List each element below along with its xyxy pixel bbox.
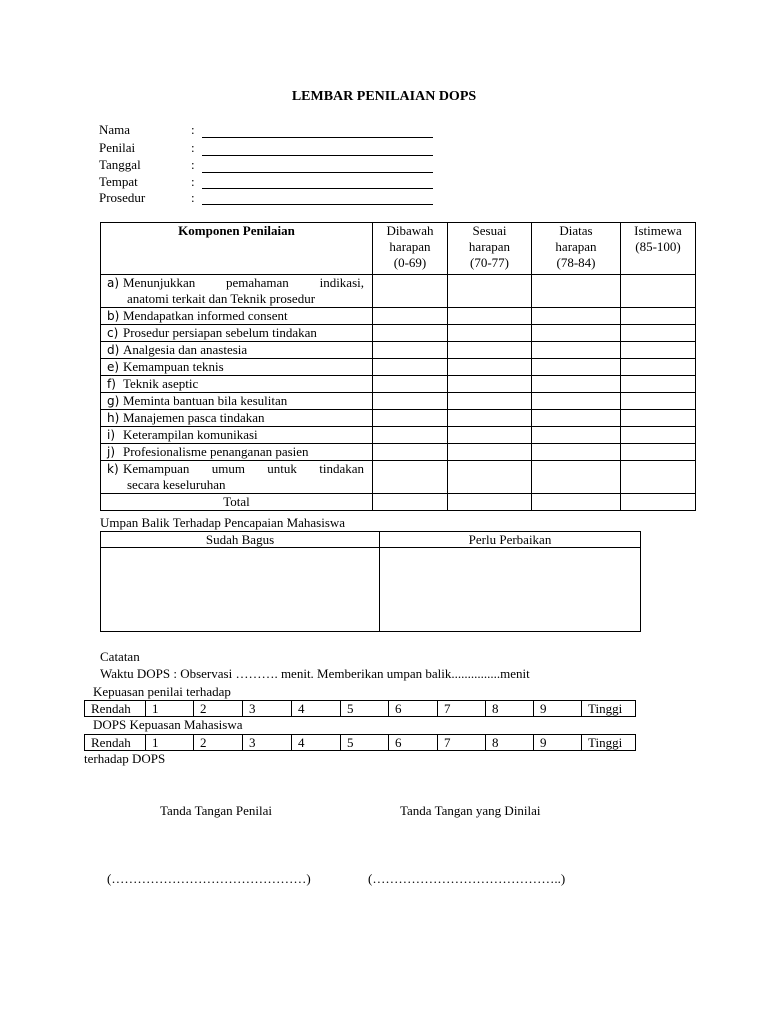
row-letter: g) xyxy=(107,394,120,408)
field-label-tempat: Tempat xyxy=(99,174,138,189)
header-line: Diatas xyxy=(559,223,593,238)
header-line: Sesuai xyxy=(472,223,507,238)
tempat-line[interactable] xyxy=(202,174,433,189)
scale-option-8[interactable]: 8 xyxy=(486,735,534,751)
total-row xyxy=(101,494,696,511)
notes-label: Catatan xyxy=(100,649,140,664)
score-cell[interactable] xyxy=(621,427,696,444)
table-row xyxy=(101,393,696,410)
score-cell[interactable] xyxy=(448,308,532,325)
assessee-signature-label: Tanda Tangan yang Dinilai xyxy=(400,803,541,818)
header-line: (85-100) xyxy=(635,239,681,254)
score-cell[interactable] xyxy=(621,444,696,461)
scale-option-4[interactable]: 4 xyxy=(292,701,341,717)
row-text: anatomi terkait dan Teknik prosedur xyxy=(127,291,316,306)
score-cell[interactable] xyxy=(532,410,621,427)
component-cell xyxy=(101,444,373,461)
scale-option-3[interactable]: 3 xyxy=(243,701,292,717)
scale-option-5[interactable]: 5 xyxy=(341,735,389,751)
row-text: Manajemen pasca tindakan xyxy=(123,410,265,425)
component-cell xyxy=(101,342,373,359)
assessee-signature-line[interactable]: (……………………………………..) xyxy=(368,871,566,886)
dops-time-line: Waktu DOPS : Observasi ………. menit. Memberikan umpan balik...............menit xyxy=(100,666,530,681)
score-cell[interactable] xyxy=(532,325,621,342)
row-text: Teknik aseptic xyxy=(123,376,199,391)
row-letter: e) xyxy=(107,360,120,374)
row-letter: h) xyxy=(107,411,120,425)
row-text: secara keseluruhan xyxy=(127,477,226,492)
row-letter: b) xyxy=(107,309,120,323)
row-text: Menunjukkan pemahaman indikasi, xyxy=(123,275,364,290)
component-cell xyxy=(101,308,373,325)
row-letter: k) xyxy=(107,462,119,476)
scale-high-label: Tinggi xyxy=(582,735,636,751)
component-cell xyxy=(101,393,373,410)
prosedur-line[interactable] xyxy=(202,190,433,205)
score-cell[interactable] xyxy=(448,275,532,308)
score-cell[interactable] xyxy=(621,410,696,427)
row-text: Profesionalisme penanganan pasien xyxy=(123,444,309,459)
score-cell[interactable] xyxy=(373,444,448,461)
total-cell[interactable] xyxy=(532,494,621,511)
penilai-line[interactable] xyxy=(202,141,433,156)
score-cell[interactable] xyxy=(621,342,696,359)
score-cell[interactable] xyxy=(448,376,532,393)
total-cell[interactable] xyxy=(448,494,532,511)
table-row xyxy=(101,427,696,444)
header-sesuai xyxy=(448,223,532,275)
header-komponen: Komponen Penilaian xyxy=(101,223,373,275)
row-text: Meminta bantuan bila kesulitan xyxy=(123,393,288,408)
student-satisfaction-scale xyxy=(84,734,636,751)
assessor-satisfaction-scale xyxy=(84,700,636,717)
scale-option-2[interactable]: 2 xyxy=(194,701,243,717)
row-text: Mendapatkan informed consent xyxy=(123,308,288,323)
score-cell[interactable] xyxy=(373,325,448,342)
field-colon: : xyxy=(191,157,195,172)
scale-option-5[interactable]: 5 xyxy=(341,701,389,717)
component-cell xyxy=(101,427,373,444)
score-cell[interactable] xyxy=(448,359,532,376)
component-line xyxy=(107,461,364,477)
row-text: Analgesia dan anastesia xyxy=(123,342,248,357)
row-text: Prosedur persiapan sebelum tindakan xyxy=(123,325,317,340)
scale-row xyxy=(85,701,636,717)
scale-option-2[interactable]: 2 xyxy=(194,735,243,751)
scale-option-9[interactable]: 9 xyxy=(534,701,582,717)
component-cell xyxy=(101,461,373,494)
score-cell[interactable] xyxy=(621,275,696,308)
header-line: Dibawah xyxy=(386,223,434,238)
row-letter: f) xyxy=(107,377,116,391)
scale-option-8[interactable]: 8 xyxy=(486,701,534,717)
table-row xyxy=(101,325,696,342)
student-satisfaction-label: DOPS Kepuasan Mahasiswa xyxy=(93,717,243,732)
field-colon: : xyxy=(191,174,195,189)
header-diatas xyxy=(532,223,621,275)
score-cell[interactable] xyxy=(621,325,696,342)
header-line: (0-69) xyxy=(393,255,427,270)
header-line: Istimewa xyxy=(634,223,682,238)
table-row xyxy=(101,444,696,461)
component-cell xyxy=(101,325,373,342)
score-cell[interactable] xyxy=(621,359,696,376)
row-letter: i) xyxy=(107,428,116,442)
score-cell[interactable] xyxy=(448,393,532,410)
score-cell[interactable] xyxy=(373,410,448,427)
scale-option-6[interactable]: 6 xyxy=(389,701,438,717)
score-cell[interactable] xyxy=(621,393,696,410)
total-label: Total xyxy=(101,494,373,511)
table-row xyxy=(101,275,696,308)
feedback-header-row xyxy=(101,532,641,548)
assessor-signature-label: Tanda Tangan Penilai xyxy=(160,803,273,818)
score-cell[interactable] xyxy=(448,444,532,461)
score-cell[interactable] xyxy=(621,308,696,325)
feedback-body-row xyxy=(101,548,641,632)
table-row xyxy=(101,376,696,393)
score-cell[interactable] xyxy=(373,376,448,393)
score-cell[interactable] xyxy=(532,393,621,410)
tanggal-line[interactable] xyxy=(202,158,433,173)
table-row xyxy=(101,359,696,376)
score-cell[interactable] xyxy=(621,376,696,393)
scale-option-3[interactable]: 3 xyxy=(243,735,292,751)
header-line: (78-84) xyxy=(556,255,596,270)
score-cell[interactable] xyxy=(373,342,448,359)
table-row xyxy=(101,342,696,359)
row-text: Kemampuan umum untuk tindakan xyxy=(123,461,364,476)
scale-option-9[interactable]: 9 xyxy=(534,735,582,751)
score-cell[interactable] xyxy=(448,461,532,494)
feedback-header-improve: Perlu Perbaikan xyxy=(380,532,641,548)
scale-row xyxy=(85,735,636,751)
scale-option-7[interactable]: 7 xyxy=(438,701,486,717)
field-label-tanggal: Tanggal xyxy=(99,157,141,172)
field-label-penilai: Penilai xyxy=(99,140,136,155)
header-line: harapan xyxy=(389,239,431,254)
score-cell[interactable] xyxy=(621,461,696,494)
row-text: Keterampilan komunikasi xyxy=(123,427,258,442)
table-header-row xyxy=(101,223,696,275)
header-line: harapan xyxy=(468,239,511,254)
assessor-signature-line[interactable]: (………………………………………) xyxy=(107,871,311,886)
feedback-good-box[interactable] xyxy=(101,548,380,632)
component-cell xyxy=(101,376,373,393)
feedback-table xyxy=(100,531,641,632)
score-cell[interactable] xyxy=(373,359,448,376)
header-line: harapan xyxy=(555,239,597,254)
score-cell[interactable] xyxy=(532,376,621,393)
score-cell[interactable] xyxy=(373,393,448,410)
score-cell[interactable] xyxy=(532,308,621,325)
feedback-title: Umpan Balik Terhadap Pencapaian Mahasiswa xyxy=(100,515,346,530)
field-colon: : xyxy=(191,190,195,205)
score-cell[interactable] xyxy=(532,275,621,308)
score-cell[interactable] xyxy=(448,427,532,444)
component-cell xyxy=(101,359,373,376)
field-colon: : xyxy=(191,122,195,137)
table-row xyxy=(101,410,696,427)
header-line: (70-77) xyxy=(470,255,509,270)
evaluation-table xyxy=(100,222,696,511)
scale-option-1[interactable]: 1 xyxy=(146,735,194,751)
scale-option-4[interactable]: 4 xyxy=(292,735,341,751)
score-cell[interactable] xyxy=(532,444,621,461)
score-cell[interactable] xyxy=(373,461,448,494)
table-row xyxy=(101,308,696,325)
score-cell[interactable] xyxy=(532,461,621,494)
nama-line[interactable] xyxy=(202,123,433,138)
scale-option-1[interactable]: 1 xyxy=(146,701,194,717)
total-cell[interactable] xyxy=(373,494,448,511)
component-cell xyxy=(101,275,373,308)
component-cell xyxy=(101,410,373,427)
row-letter: a) xyxy=(107,276,120,290)
field-colon: : xyxy=(191,140,195,155)
score-cell[interactable] xyxy=(532,342,621,359)
field-label-nama: Nama xyxy=(99,122,131,137)
scale-option-6[interactable]: 6 xyxy=(389,735,438,751)
component-line xyxy=(107,275,364,291)
row-text: Kemampuan teknis xyxy=(123,359,224,374)
score-cell[interactable] xyxy=(448,342,532,359)
row-letter: c) xyxy=(107,326,119,340)
total-cell[interactable] xyxy=(621,494,696,511)
page-title: LEMBAR PENILAIAN DOPS xyxy=(291,89,477,104)
scale-high-label: Tinggi xyxy=(582,701,636,717)
scale-low-label: Rendah xyxy=(85,701,146,717)
score-cell[interactable] xyxy=(532,359,621,376)
scale-low-label: Rendah xyxy=(85,735,146,751)
header-dibawah xyxy=(373,223,448,275)
score-cell[interactable] xyxy=(373,275,448,308)
score-cell[interactable] xyxy=(373,308,448,325)
field-label-prosedur: Prosedur xyxy=(99,190,146,205)
scale-option-7[interactable]: 7 xyxy=(438,735,486,751)
score-cell[interactable] xyxy=(373,427,448,444)
score-cell[interactable] xyxy=(532,427,621,444)
table-row xyxy=(101,461,696,494)
feedback-improve-box[interactable] xyxy=(380,548,641,632)
score-cell[interactable] xyxy=(448,325,532,342)
score-cell[interactable] xyxy=(448,410,532,427)
row-letter: j) xyxy=(107,445,116,459)
student-satisfaction-label-cont: terhadap DOPS xyxy=(84,751,166,766)
assessor-satisfaction-label: Kepuasan penilai terhadap xyxy=(93,684,231,699)
row-letter: d) xyxy=(107,343,120,357)
feedback-header-good: Sudah Bagus xyxy=(101,532,380,548)
header-istimewa xyxy=(621,223,696,275)
